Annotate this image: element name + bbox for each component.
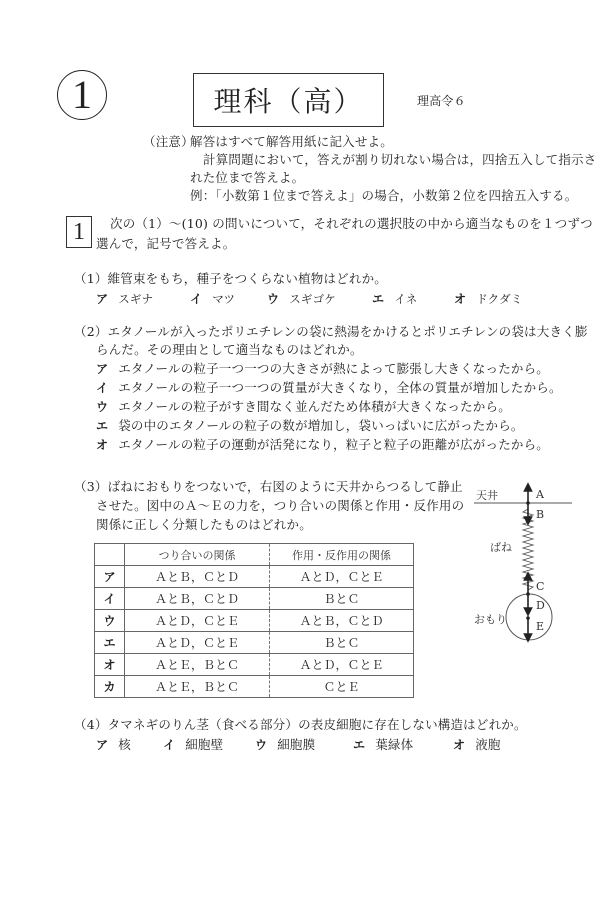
- label-c: C: [536, 580, 545, 593]
- table-row: [95, 588, 414, 610]
- label-e: E: [536, 620, 545, 633]
- choice-text: エタノールの粒子の運動が活発になり，粒子と粒子の距離が広がったから。: [118, 437, 550, 452]
- subject-title: 理科（高）: [213, 85, 364, 118]
- balance-pairs: ＡとＢ，ＣとＤ: [125, 566, 270, 588]
- action-reaction-pairs: ＡとＤ，ＣとＥ: [270, 654, 414, 676]
- option-label: カ: [95, 676, 125, 698]
- choice-label: ア: [96, 362, 109, 376]
- table-header-cell: つり合いの関係: [125, 544, 270, 566]
- spring-weight-diagram: [460, 475, 600, 655]
- choice-text: スギゴケ: [289, 292, 337, 306]
- option-label: イ: [95, 588, 125, 610]
- point-ceiling: [526, 501, 530, 505]
- choice-label: ウ: [96, 400, 109, 414]
- point-spring-end: [526, 592, 530, 596]
- question-text-line-1: ばねにおもりをつないで，右図のように天井からつるして静止: [107, 479, 463, 494]
- label-b: B: [536, 508, 545, 521]
- option-label: ア: [95, 566, 125, 588]
- choice-label: オ: [453, 738, 466, 752]
- q2-choice-i: [96, 379, 562, 397]
- question-number: （4）: [74, 717, 108, 732]
- q4-choice-a: [96, 736, 131, 754]
- choice-text: ドクダミ: [476, 292, 523, 306]
- table-header-row: [95, 544, 414, 566]
- choice-label: ア: [96, 292, 109, 306]
- balance-pairs: ＡとＤ，ＣとＥ: [125, 610, 270, 632]
- exam-code: 理高令６: [417, 94, 466, 108]
- q4-choice-e: [353, 736, 413, 754]
- action-reaction-pairs: ＣとＥ: [270, 676, 414, 698]
- question-number: （2）: [74, 324, 108, 339]
- choice-label: イ: [190, 292, 203, 306]
- q4-choice-i: [163, 736, 223, 754]
- question-2: [74, 323, 588, 340]
- choice-label: エ: [96, 419, 109, 433]
- question-text: 維管束をもち，種子をつくらない植物はどれか。: [107, 271, 387, 286]
- question-2-line-2: らんだ。その理由として適当なものはどれか。: [96, 342, 363, 357]
- choice-text: エタノールの粒子一つ一つの質量が大きくなり，全体の質量が増加したから。: [118, 380, 562, 395]
- choice-text: 葉緑体: [375, 737, 414, 752]
- question-4: [74, 716, 527, 733]
- option-label: オ: [95, 654, 125, 676]
- choice-label: ア: [96, 738, 109, 752]
- force-classification-table: [94, 543, 414, 698]
- subject-title-box: [193, 73, 384, 127]
- section-number: 1: [73, 218, 85, 245]
- table-header-cell: 作用・反作用の関係: [270, 544, 414, 566]
- q2-choice-u: [96, 398, 511, 416]
- choice-text: イネ: [394, 292, 418, 306]
- option-label: エ: [95, 632, 125, 654]
- q1-choice-i: [190, 290, 235, 308]
- q4-choice-o: [453, 736, 501, 754]
- q2-choice-o: [96, 436, 549, 454]
- choice-label: エ: [353, 738, 366, 752]
- page-number: 1: [72, 72, 92, 117]
- question-text-line-1: エタノールが入ったポリエチレンの袋に熱湯をかけるとポリエチレンの袋は大きく膨: [107, 324, 588, 339]
- table-row: [95, 566, 414, 588]
- weight-label: おもり: [474, 613, 507, 626]
- choice-text: 核: [118, 737, 131, 752]
- spring-label: ばね: [490, 541, 512, 554]
- choice-label: ウ: [255, 738, 268, 752]
- q2-choice-a: [96, 360, 549, 378]
- choice-text: 袋の中のエタノールの粒子の数が増加し，袋いっぱいに広がったから。: [118, 418, 524, 433]
- choice-label: オ: [454, 292, 467, 306]
- choice-text: 液胞: [475, 737, 501, 752]
- choice-label: ウ: [267, 292, 280, 306]
- action-reaction-pairs: ＡとＢ，ＣとＤ: [270, 610, 414, 632]
- ceiling-label: 天井: [476, 489, 498, 502]
- balance-pairs: ＡとＤ，ＣとＥ: [125, 632, 270, 654]
- question-number: （3）: [74, 479, 108, 494]
- q1-choice-o: [454, 290, 523, 308]
- question-number: （1）: [74, 271, 108, 286]
- choice-text: マツ: [212, 292, 236, 306]
- question-3: [74, 478, 463, 495]
- balance-pairs: ＡとＢ，ＣとＤ: [125, 588, 270, 610]
- choice-label: オ: [96, 438, 109, 452]
- choice-text: 細胞壁: [185, 737, 224, 752]
- choice-label: イ: [96, 381, 109, 395]
- action-reaction-pairs: ＢとＣ: [270, 588, 414, 610]
- question-text: タマネギのりん茎（食べる部分）の表皮細胞に存在しない構造はどれか。: [107, 717, 527, 732]
- point-weight-center: [526, 616, 530, 620]
- action-reaction-pairs: ＢとＣ: [270, 632, 414, 654]
- q1-choice-e: [372, 290, 418, 308]
- page-number-circle: [57, 70, 107, 120]
- section-instruction-line-1: 次の（1）～(10) の問いについて，それぞれの選択肢の中から適当なものを１つずつ: [110, 216, 593, 231]
- label-d: D: [536, 599, 545, 612]
- notes-line-4: 例：「小数第１位まで答えよ」の場合，小数第２位を四捨五入する。: [190, 188, 578, 203]
- section-number-box: [66, 216, 92, 248]
- q1-choice-u: [267, 290, 336, 308]
- notes-label: （注意）: [143, 134, 194, 149]
- table-row: [95, 632, 414, 654]
- question-3-line-3: 関係に正しく分類したものはどれか。: [96, 517, 312, 532]
- choice-label: エ: [372, 292, 385, 306]
- q1-choice-a: [96, 290, 153, 308]
- q4-choice-u: [255, 736, 315, 754]
- question-1: [74, 270, 387, 287]
- label-a: A: [536, 488, 544, 501]
- q2-choice-e: [96, 417, 524, 435]
- notes-line-3: れた位まで答えよ。: [190, 170, 305, 185]
- action-reaction-pairs: ＡとＤ，ＣとＥ: [270, 566, 414, 588]
- table-row: [95, 676, 414, 698]
- table-header-cell: [95, 544, 125, 566]
- balance-pairs: ＡとＥ，ＢとＣ: [125, 676, 270, 698]
- notes-line-2: 計算問題において，答えが割り切れない場合は，四捨五入して指示さ: [203, 152, 597, 167]
- table-row: [95, 654, 414, 676]
- notes-line-1: 解答はすべて解答用紙に記入せよ。: [190, 134, 393, 149]
- option-label: ウ: [95, 610, 125, 632]
- question-3-line-2: させた。図中のＡ～Ｅの力を，つり合いの関係と作用・反作用の: [96, 498, 465, 513]
- choice-text: エタノールの粒子一つ一つの大きさが熱によって膨張し大きくなったから。: [118, 361, 550, 376]
- choice-text: 細胞膜: [277, 737, 316, 752]
- choice-text: スギナ: [118, 292, 154, 306]
- section-instruction-line-2: 選んで，記号で答えよ。: [96, 236, 236, 251]
- choice-label: イ: [163, 738, 176, 752]
- balance-pairs: ＡとＥ，ＢとＣ: [125, 654, 270, 676]
- table-row: [95, 610, 414, 632]
- choice-text: エタノールの粒子がすき間なく並んだため体積が大きくなったから。: [118, 399, 511, 414]
